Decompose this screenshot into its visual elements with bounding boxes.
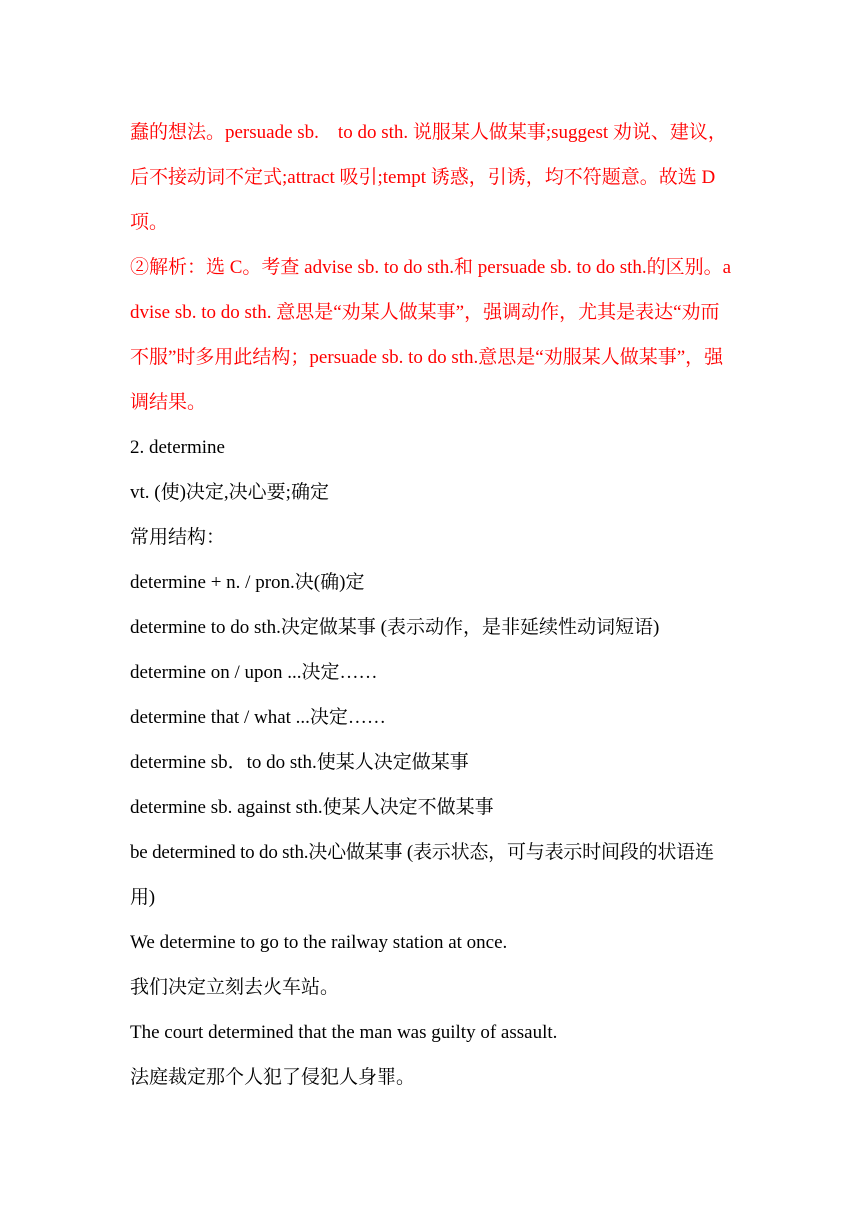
structure-item: determine sb．to do sth.使某人决定做某事 [130,752,469,773]
example-sentence-zh: 我们决定立刻去火车站。 [130,977,340,998]
example-sentence-en: The court determined that the man was guilty of assault. [130,1022,558,1043]
structure-item: determine to do sth.决定做某事 (表示动作，是非延续性动词短语) [130,617,660,638]
vocab-definition: vt. (使)决定,决心要;确定 [130,482,329,503]
structure-item: determine on / upon ...决定…… [130,662,378,683]
structures-label: 常用结构： [130,527,226,548]
structure-item: be determined to do sth.决心做某事 (表示状态，可与表示时间段的状语连用) [130,842,714,908]
example-sentence-en: We determine to go to the railway station at once. [130,932,508,953]
document-page [130,110,735,1100]
example-sentence-zh: 法庭裁定那个人犯了侵犯人身罪。 [130,1067,416,1088]
vocab-heading: 2. determine [130,437,225,458]
answer-explanation-2: ②解析：选 C。考查 advise sb. to do sth.和 persuade sb. to do sth.的区别。advise sb. to do sth. 意思是“劝某人做某事”，强调动作，尤其是表达“劝而不服”时多用此结构；persuade sb. to do sth.意思是“劝服某人做某事”，强调结果。 [130,257,732,413]
structure-item: determine that / what ...决定…… [130,707,386,728]
structure-item: determine + n. / pron.决(确)定 [130,572,365,593]
structure-item: determine sb. against sth.使某人决定不做某事 [130,797,494,818]
answer-explanation-1: 蠢的想法。persuade sb. to do sth. 说服某人做某事;suggest 劝说、建议，后不接动词不定式;attract 吸引;tempt 诱惑，引诱，均不符题意。故选 D 项。 [130,122,727,233]
